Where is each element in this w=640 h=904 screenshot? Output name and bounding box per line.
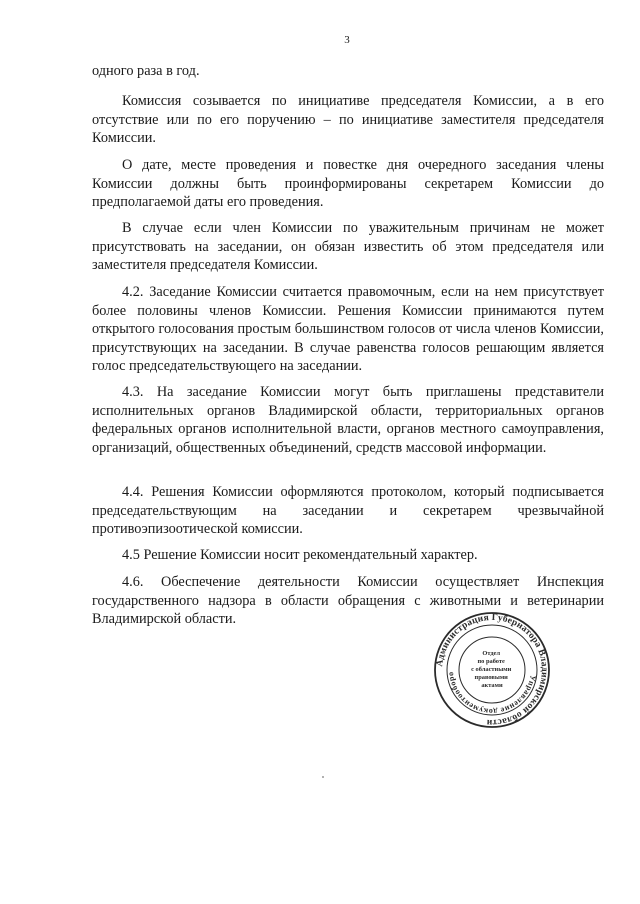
scan-speck <box>322 776 324 778</box>
official-stamp <box>432 610 552 730</box>
paragraph-4-2-quorum: 4.2. Заседание Комиссии считается правомочным, если на нем присутствует более половины членов Комиссии. Решения Комиссии принимаются путем открытого голосования простым большинством голосов от числа членов Комиссии, присутствующих на заседании. В случае равенства голосов решающим является голос председательствующего на заседании. <box>92 284 604 375</box>
paragraph-meeting-notice: О дате, месте проведения и повестке дня очередного заседания члены Комиссии должны быть проинформированы секретарем Комиссии до предполагаемой даты его проведения. <box>92 157 604 211</box>
paragraph-absence-notice: В случае если член Комиссии по уважительным причинам не может присутствовать на заседании, он обязан известить об этом председателя или заместителя председателя Комиссии. <box>92 220 604 274</box>
paragraph-commission-convening: Комиссия созывается по инициативе председателя Комиссии, а в его отсутствие или по его поручению – по инициативе заместителя председателя Комиссии. <box>92 93 604 147</box>
paragraph-4-3-invitees: 4.3. На заседание Комиссии могут быть приглашены представители исполнительных органов Владимирской области, территориальных органов федеральных органов исполнительной власти, органов местного самоуправления, организаций, общественных объединений, средств массовой информации. <box>92 384 604 456</box>
stamp-center-line-3: с областными <box>471 666 512 673</box>
paragraph-4-6-support: 4.6. Обеспечение деятельности Комиссии осуществляет Инспекция государственного надзора в области обращения с животными и ветеринарии Владимирской области. <box>92 574 604 628</box>
stamp-inner-text: Управление документооборо <box>445 671 538 717</box>
svg-text:Отдел по работе с <box>471 650 513 689</box>
page-number: 3 <box>344 34 350 46</box>
stamp-center-line-2: по работе <box>477 658 505 665</box>
paragraph-4-4-minutes: 4.4. Решения Комиссии оформляются протоколом, который подписывается председательствующим на заседании и секретарем чрезвычайной противоэпизоотической комиссии. <box>92 484 604 538</box>
stamp-center-line-4: правовыми <box>474 674 508 681</box>
paragraph-4-5-recommendation: 4.5 Решение Комиссии носит рекомендательный характер. <box>122 547 478 563</box>
paragraph-continuation: одного раза в год. <box>92 63 200 79</box>
stamp-outer-text: Администрация Губернатора Владимирской области <box>435 612 550 728</box>
stamp-center-line-1: Отдел <box>482 650 501 657</box>
stamp-center-line-5: актами <box>481 682 503 689</box>
